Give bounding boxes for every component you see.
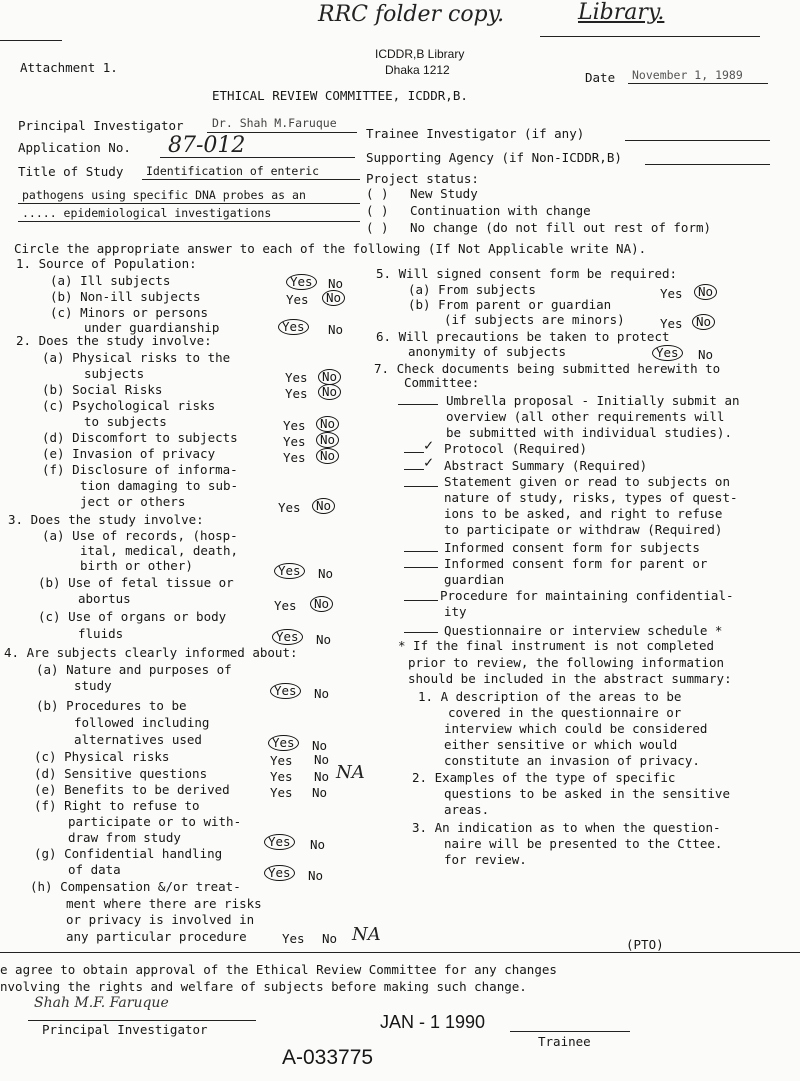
q4a-no: No (314, 686, 330, 701)
doc-abstract-check: ✓ (424, 453, 434, 471)
agency-label: Supporting Agency (if Non-ICDDR,B) (366, 150, 622, 165)
title-rule-3 (18, 221, 360, 222)
doc-abstract-blank (404, 469, 424, 470)
note-line-1: * If the final instrument is not completed (398, 638, 715, 653)
q5b-no: No (692, 314, 715, 330)
q2a-text-1: (a) Physical risks to the (42, 350, 231, 365)
q5a-yes: Yes (660, 286, 683, 301)
q5b-yes: Yes (660, 316, 683, 331)
q4e-yes: Yes (270, 785, 293, 800)
q2b-yes: Yes (285, 386, 308, 401)
q4f-yes: Yes (264, 834, 295, 850)
q1a-no: No (328, 276, 344, 291)
library-handwritten-note: Library. (578, 0, 665, 25)
pi-name: Dr. Shah M.Faruque (212, 116, 337, 130)
q4b-yes: Yes (268, 735, 299, 751)
study-title-line3: ..... epidemiological investigations (22, 206, 272, 220)
q5b-text-1: (b) From parent or guardian (408, 297, 612, 312)
q4b-text-3: alternatives used (74, 732, 202, 747)
q6-text-1: 6. Will precautions be taken to protect (376, 329, 670, 344)
q2b-text: (b) Social Risks (42, 382, 163, 397)
q2-heading: 2. Does the study involve: (16, 333, 212, 348)
q4b-text-1: (b) Procedures to be (36, 698, 187, 713)
agreement-line-2: nvolving the rights and welfare of subjects before making such change. (0, 979, 527, 994)
pto-label: (PTO) (626, 937, 664, 952)
doc-statement-1: Statement given or read to subjects on (444, 474, 730, 489)
q1c-text-1: (c) Minors or persons (50, 305, 209, 320)
q4b-text-2: followed including (74, 715, 210, 730)
q2c-yes: Yes (283, 418, 306, 433)
q2a-text-2: subjects (84, 366, 145, 381)
q4-heading: 4. Are subjects clearly informed about: (4, 645, 298, 660)
q3b-text-1: (b) Use of fetal tissue or (38, 575, 234, 590)
doc-protocol: Protocol (Required) (444, 441, 587, 456)
doc-questionnaire: Questionnaire or interview schedule * (444, 623, 723, 638)
q3b-no: No (310, 596, 333, 612)
q3b-text-2: abortus (78, 591, 131, 606)
project-status-label: Project status: (366, 171, 479, 186)
note-item1-1: 1. A description of the areas to be (418, 689, 682, 704)
q3a-text-1: (a) Use of records, (hosp- (42, 528, 238, 543)
q2a-no: No (318, 369, 341, 385)
q4h-text-2: ment where there are risks (66, 896, 262, 911)
note-line-3: should be included in the abstract summary: (408, 671, 732, 686)
attachment-label: Attachment 1. (20, 60, 118, 75)
q4f-no: No (310, 837, 326, 852)
q1c-no: No (328, 322, 344, 337)
q4e-no: No (312, 785, 328, 800)
q4f-text-2: participate or to with- (68, 814, 242, 829)
note-item1-5: constitute an invasion of privacy. (444, 753, 700, 768)
doc-consent-guardian-blank (404, 567, 438, 568)
status-new-box: ( ) (366, 186, 389, 201)
q5a-no: No (694, 284, 717, 300)
q4g-no: No (308, 868, 324, 883)
trainee-label: Trainee Investigator (if any) (366, 126, 585, 141)
note-item3-2: naire will be presented to the Cttee. (444, 836, 723, 851)
q3a-text-3: birth or other) (80, 558, 193, 573)
q4d-text: (d) Sensitive questions (34, 766, 208, 781)
q2c-text-1: (c) Psychological risks (42, 398, 216, 413)
top-handwritten-note: RRC folder copy. (318, 2, 505, 27)
doc-umbrella-blank (398, 404, 438, 405)
doc-umbrella-3: be submitted with individual studies). (446, 425, 732, 440)
note-item2-1: 2. Examples of the type of specific (412, 770, 676, 785)
q2f-yes: Yes (278, 500, 301, 515)
q2f-text-2: tion damaging to sub- (80, 478, 239, 493)
instruction-text: Circle the appropriate answer to each of the following (If Not Applicable write NA). (14, 241, 647, 256)
q2f-text-3: ject or others (80, 494, 186, 509)
q3c-text-2: fluids (78, 626, 124, 641)
q3c-text-1: (c) Use of organs or body (38, 609, 227, 624)
doc-protocol-check: ✓ (424, 436, 434, 454)
doc-umbrella-2: overview (all other requirements will (446, 409, 725, 424)
q1a-text: (a) Ill subjects (50, 273, 171, 288)
trainee-rule (625, 140, 770, 141)
q4f-text-3: draw from study (68, 830, 181, 845)
q4c-no: No (314, 752, 330, 767)
q4a-text-2: study (74, 678, 112, 693)
top-right-rule (540, 36, 760, 37)
pi-label: Principal Investigator (18, 118, 184, 133)
q2e-no: No (316, 448, 339, 464)
doc-consent-subjects-blank (404, 551, 438, 552)
application-rule (160, 157, 355, 158)
status-nochange-box: ( ) (366, 220, 389, 235)
agreement-line-1: e agree to obtain approval of the Ethical Review Committee for any changes (0, 962, 557, 977)
note-line-2: prior to review, the following information (408, 655, 725, 670)
date-value: November 1, 1989 (632, 68, 743, 82)
doc-statement-blank (404, 486, 438, 487)
q4g-text-1: (g) Confidential handling (34, 846, 223, 861)
library-stamp-line2: Dhaka 1212 (385, 63, 450, 77)
status-continuation: Continuation with change (410, 203, 591, 218)
q1c-text-2: under guardianship (84, 320, 220, 335)
q4a-yes: Yes (270, 683, 301, 699)
doc-statement-2: nature of study, risks, types of quest- (444, 490, 738, 505)
q1b-text: (b) Non-ill subjects (50, 289, 201, 304)
title-rule-1 (142, 179, 360, 180)
committee-title: ETHICAL REVIEW COMMITTEE, ICDDR,B. (212, 88, 468, 103)
q7-text-1: 7. Check documents being submitted herewith to (374, 361, 721, 376)
q4c-yes: Yes (270, 753, 293, 768)
q4d-yes: Yes (270, 769, 293, 784)
q4h-text-4: any particular procedure (66, 929, 247, 944)
q2f-no: No (312, 498, 335, 514)
doc-abstract: Abstract Summary (Required) (444, 458, 648, 473)
q5a-text: (a) From subjects (408, 282, 536, 297)
doc-confidentiality-blank (404, 600, 438, 601)
q2d-no: No (316, 432, 339, 448)
q4g-yes: Yes (264, 865, 295, 881)
note-item1-2: covered in the questionnaire or (448, 705, 682, 720)
q3a-text-2: ital, medical, death, (80, 543, 239, 558)
status-new-study: New Study (410, 186, 478, 201)
q2c-no: No (316, 416, 339, 432)
q4b-no: No (312, 738, 328, 753)
q7-text-2: Committee: (404, 375, 480, 390)
pi-signature-label: Principal Investigator (42, 1022, 208, 1037)
q5-heading: 5. Will signed consent form be required: (376, 266, 678, 281)
trainee-signature-label: Trainee (538, 1034, 591, 1049)
q2c-text-2: to subjects (84, 414, 167, 429)
q3a-no: No (318, 566, 334, 581)
q4e-text: (e) Benefits to be derived (34, 782, 230, 797)
q3-heading: 3. Does the study involve: (8, 512, 204, 527)
doc-confidentiality-2: ity (444, 604, 467, 619)
q1b-no: No (322, 290, 345, 306)
doc-consent-subjects: Informed consent form for subjects (444, 540, 700, 555)
footer-rule (0, 952, 800, 953)
q4h-text-3: or privacy is involved in (66, 912, 255, 927)
q2d-text: (d) Discomfort to subjects (42, 430, 238, 445)
q4g-text-2: of data (68, 862, 121, 877)
doc-statement-3: ions to be asked, and right to refuse (444, 506, 723, 521)
q4a-text-1: (a) Nature and purposes of (36, 662, 232, 677)
doc-consent-guardian-1: Informed consent form for parent or (444, 556, 708, 571)
study-title-line2: pathogens using specific DNA probes as an (22, 188, 306, 202)
q1b-yes: Yes (286, 292, 309, 307)
na-mark-compensation: NA (352, 924, 381, 945)
trainee-signature-rule (510, 1031, 630, 1032)
q4d-no: No (314, 769, 330, 784)
date-label: Date (585, 70, 616, 85)
q3c-yes: Yes (272, 629, 303, 645)
note-item2-2: questions to be asked in the sensitive (444, 786, 730, 801)
note-item1-4: either sensitive or which would (444, 737, 678, 752)
status-nochange: No change (do not fill out rest of form) (410, 220, 712, 235)
q3b-yes: Yes (274, 598, 297, 613)
doc-statement-4: to participate or withdraw (Required) (444, 522, 723, 537)
application-label: Application No. (18, 140, 131, 155)
doc-confidentiality-1: Procedure for maintaining confidential- (440, 588, 734, 603)
library-stamp-line1: ICDDR,B Library (375, 47, 465, 61)
study-title-line1: Identification of enteric (146, 164, 320, 178)
q1c-yes: Yes (278, 319, 309, 335)
doc-questionnaire-blank (404, 632, 438, 633)
status-continuation-box: ( ) (366, 203, 389, 218)
q5b-text-2: (if subjects are minors) (444, 312, 625, 327)
title-rule-2 (18, 203, 360, 204)
q2d-yes: Yes (283, 434, 306, 449)
q4c-text: (c) Physical risks (34, 749, 170, 764)
pi-signature-rule (28, 1020, 256, 1021)
date-rule (628, 83, 768, 84)
doc-consent-guardian-2: guardian (444, 572, 505, 587)
q2b-no: No (318, 384, 341, 400)
q2e-yes: Yes (283, 450, 306, 465)
note-item2-3: areas. (444, 802, 490, 817)
top-rule (0, 40, 62, 41)
q4h-yes: Yes (282, 931, 305, 946)
pi-signature: Shah M.F. Faruque (34, 995, 169, 1011)
application-number: 87-012 (168, 133, 246, 158)
q2f-text-1: (f) Disclosure of informa- (42, 462, 238, 477)
q4h-text-1: (h) Compensation &/or treat- (30, 879, 241, 894)
note-item1-3: interview which could be considered (444, 721, 708, 736)
note-item3-1: 3. An indication as to when the question- (412, 820, 721, 835)
q6-yes: Yes (652, 345, 683, 361)
q1a-yes: Yes (286, 274, 317, 290)
q3a-yes: Yes (274, 563, 305, 579)
na-mark-sensitive: NA (336, 762, 365, 783)
doc-protocol-blank (404, 452, 424, 453)
q4h-no: No (322, 931, 338, 946)
agency-rule (645, 164, 770, 165)
doc-umbrella-1: Umbrella proposal - Initially submit an (446, 393, 740, 408)
accession-number-stamp: A-033775 (282, 1046, 374, 1069)
q6-no: No (698, 347, 714, 362)
received-date-stamp: JAN - 1 1990 (380, 1012, 486, 1032)
q1-heading: 1. Source of Population: (16, 256, 197, 271)
q2a-yes: Yes (285, 370, 308, 385)
q2e-text: (e) Invasion of privacy (42, 446, 216, 461)
q3c-no: No (316, 632, 332, 647)
title-label: Title of Study (18, 164, 124, 179)
note-item3-3: for review. (444, 852, 527, 867)
q6-text-2: anonymity of subjects (408, 344, 567, 359)
q4f-text-1: (f) Right to refuse to (34, 798, 200, 813)
